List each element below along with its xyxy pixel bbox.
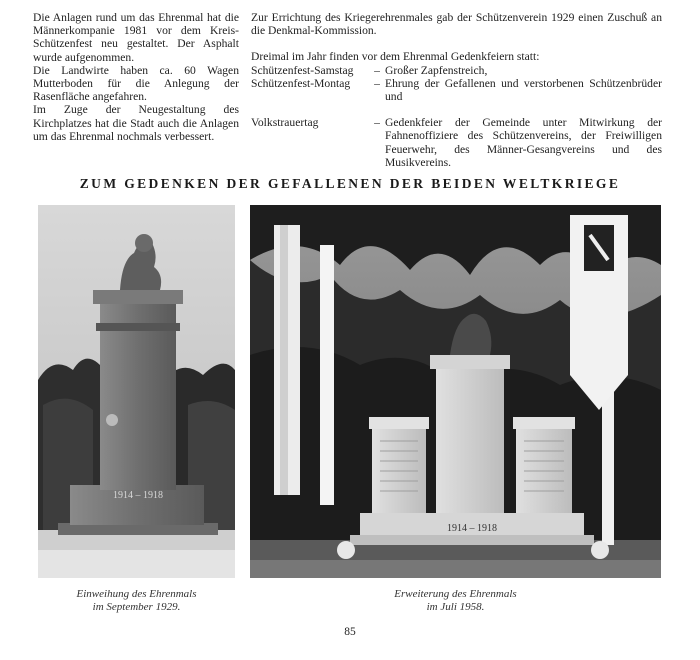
memorial-1958-years: 1914 – 1918 — [447, 523, 497, 534]
schedule-row — [251, 116, 662, 169]
right-text-column — [251, 11, 662, 169]
schedule-dash: – — [374, 116, 380, 130]
caption-right-line1: Erweiterung des Ehrenmals — [394, 588, 517, 600]
memorial-1929-years: 1914 – 1918 — [113, 490, 163, 501]
schedule-description: Ehrung der Gefallenen und verstorbenen Schützenbrüder und — [385, 76, 662, 104]
schedule-occasion: Schützenfest-Montag — [251, 76, 351, 90]
schedule-occasion: Volkstrauertag — [251, 116, 319, 130]
schedule-row — [251, 64, 662, 77]
memorial-1929-illustration — [38, 205, 235, 578]
schedule-occasion: Schützenfest-Samstag — [251, 63, 354, 77]
paragraph-grounds: Die Anlagen rund um das Ehrenmal hat die Männerkompanie 1981 vor dem Kreis-Schützenfest neu gestaltet. Der Asphalt wurde aufgenommen. — [33, 11, 239, 64]
paragraph-funding: Zur Errichtung des Kriegerehrenmales gab der Schützenverein 1929 einen Zuschuß an die Denkmal-Kommission. — [251, 11, 662, 38]
caption-right — [250, 588, 661, 614]
section-heading: ZUM GEDENKEN DER GEFALLENEN DER BEIDEN WELTKRIEGE — [79, 176, 621, 191]
photo-memorial-1929 — [38, 205, 235, 578]
page-number: 85 — [344, 626, 356, 638]
caption-left-line2: im September 1929. — [92, 601, 181, 613]
schedule-dash: – — [374, 63, 380, 77]
schedule-row — [251, 77, 662, 103]
caption-right-line2: im Juli 1958. — [426, 601, 485, 613]
ceremony-schedule — [251, 50, 662, 169]
paragraph-farmers: Die Landwirte haben ca. 60 Wagen Mutterboden für die Anlegung der Rasenfläche angefahren. — [33, 63, 239, 104]
schedule-dash: – — [374, 76, 380, 90]
caption-left — [38, 588, 235, 614]
memorial-1958-illustration — [250, 205, 661, 578]
paragraph-church-square: Im Zuge der Neugestaltung des Kirchplatzes hat die Stadt auch die Anlagen um das Ehrenmal nochmals verbessert. — [33, 103, 239, 143]
schedule-intro: Dreimal im Jahr finden vor dem Ehrenmal Gedenkfeiern statt: — [251, 50, 540, 64]
schedule-description: Gedenkfeier der Gemeinde unter Mitwirkung der Fahnenoffiziere des Schützenvereins, der Freiwilligen Feuerwehr, des Männer-Gesangvereins und des Musikvereins. — [385, 116, 662, 169]
schedule-description: Großer Zapfenstreich, — [385, 63, 488, 77]
caption-left-line1: Einweihung des Ehrenmals — [76, 588, 197, 600]
left-text-column — [33, 11, 239, 143]
photo-memorial-1958 — [250, 205, 661, 578]
